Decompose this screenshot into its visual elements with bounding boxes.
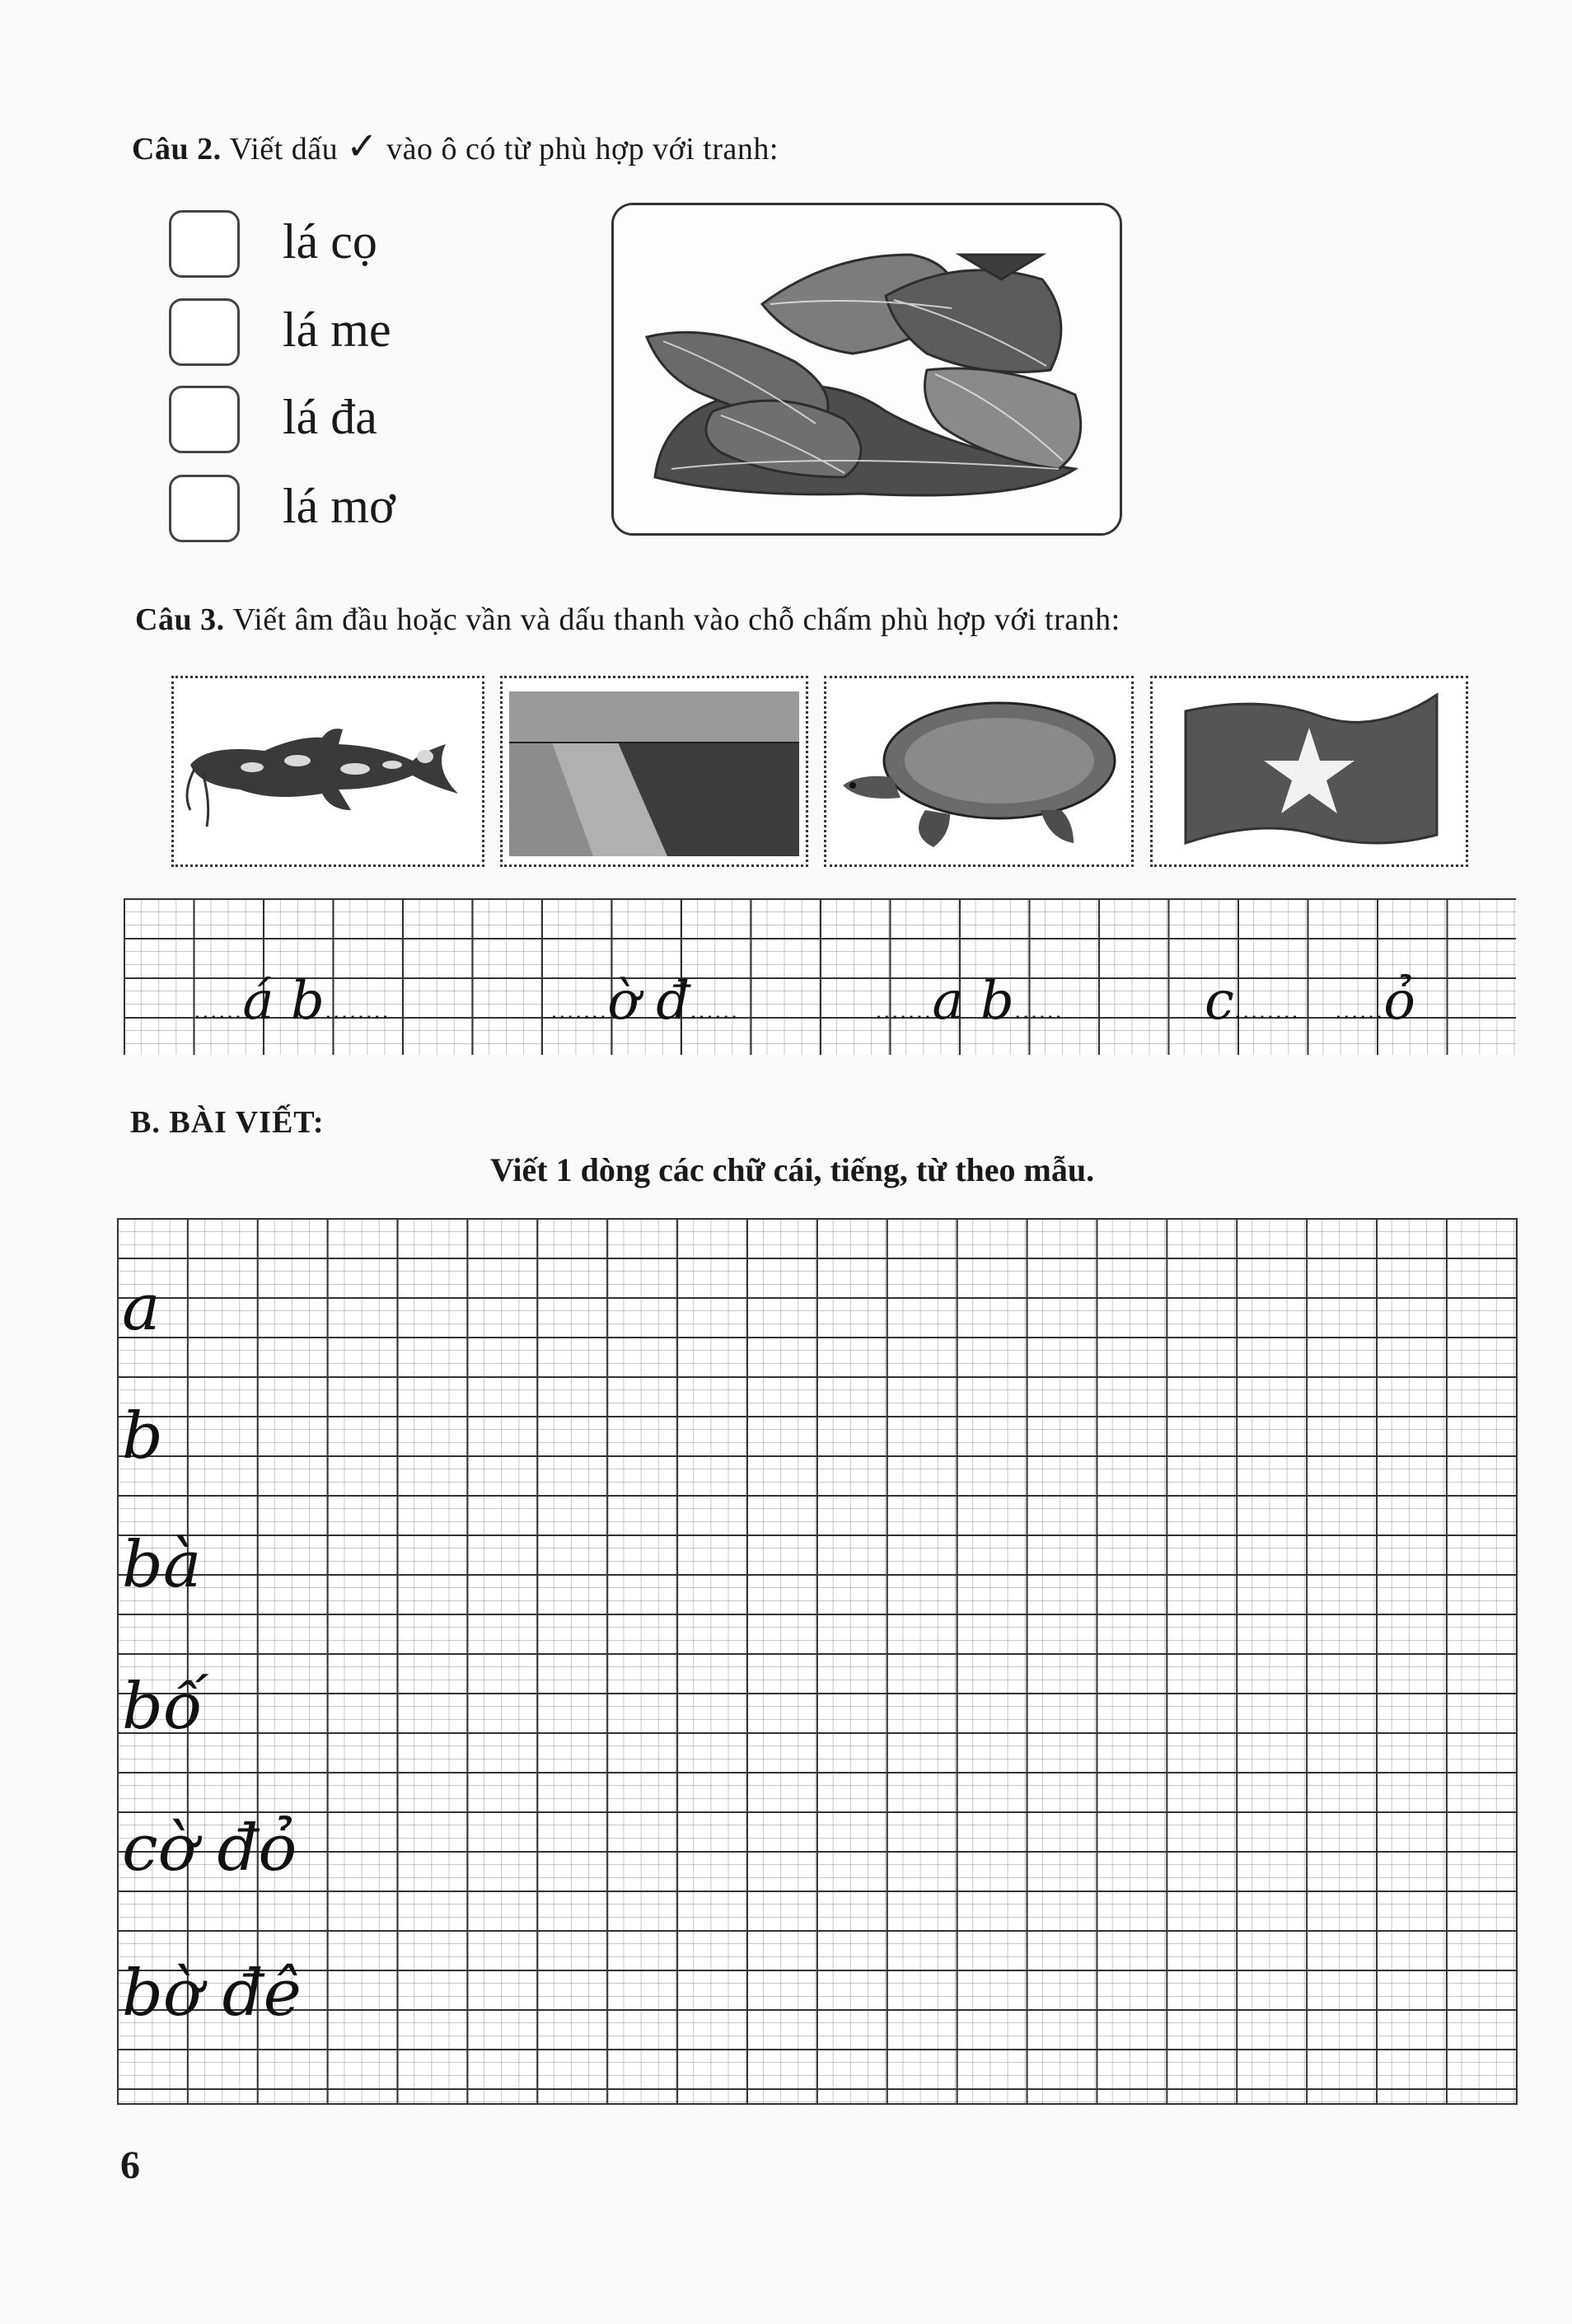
section-b-instruction: Viết 1 dòng các chữ cái, tiếng, từ theo mẫu. [490,1151,1095,1188]
road-photo [503,678,806,864]
fill-item-3: .......a b...... [875,971,1064,1032]
checkbox[interactable] [169,475,240,542]
fish-icon [174,678,482,864]
question-2-text-after: vào ô có từ phù hợp với tranh: [386,132,779,166]
question-3-title [135,602,1121,638]
question-2-label: Câu 2. [132,132,222,166]
option-label: lá mơ [283,479,395,533]
page-number: 6 [120,2144,140,2187]
picture-flag [1150,676,1468,867]
leaves-picture [611,203,1122,536]
turtle-icon [826,678,1131,864]
checkbox[interactable] [169,298,240,366]
fill-item-5: ......ỏ [1335,971,1415,1032]
fill-item-4: c........ [1205,971,1300,1032]
sample-word: cờ đỏ [122,1811,297,1886]
question-3-text: Viết âm đầu hoặc vần và dấu thanh vào chỗ chấm phù hợp với tranh: [232,602,1121,637]
picture-turtle [824,676,1134,867]
option-label: lá đa [283,390,377,444]
sample-word: bố [122,1670,203,1744]
option-label: lá me [283,302,391,357]
sample-word: a [122,1271,161,1345]
sample-word: bà [122,1528,202,1602]
picture-fish [171,676,484,867]
sample-word: b [122,1399,163,1474]
flag-icon [1153,678,1466,864]
question-3-label: Câu 3. [135,602,225,637]
fill-item-1: ......á b........ [194,971,391,1032]
question-2-text-before: Viết dấu [229,132,339,166]
option-label: lá cọ [283,214,377,269]
picture-road [500,676,808,867]
leaves-icon [614,205,1120,533]
section-b-heading: B. BÀI VIẾT: [130,1105,325,1140]
checkbox[interactable] [169,210,240,278]
checkmark-icon: ✓ [346,124,379,168]
sample-word: bờ đê [122,1956,302,2031]
checkbox[interactable] [169,386,240,453]
fill-item-2: .......ờ đ...... [550,971,739,1032]
writing-grid [117,1218,1518,2105]
question-2-title [132,124,779,168]
